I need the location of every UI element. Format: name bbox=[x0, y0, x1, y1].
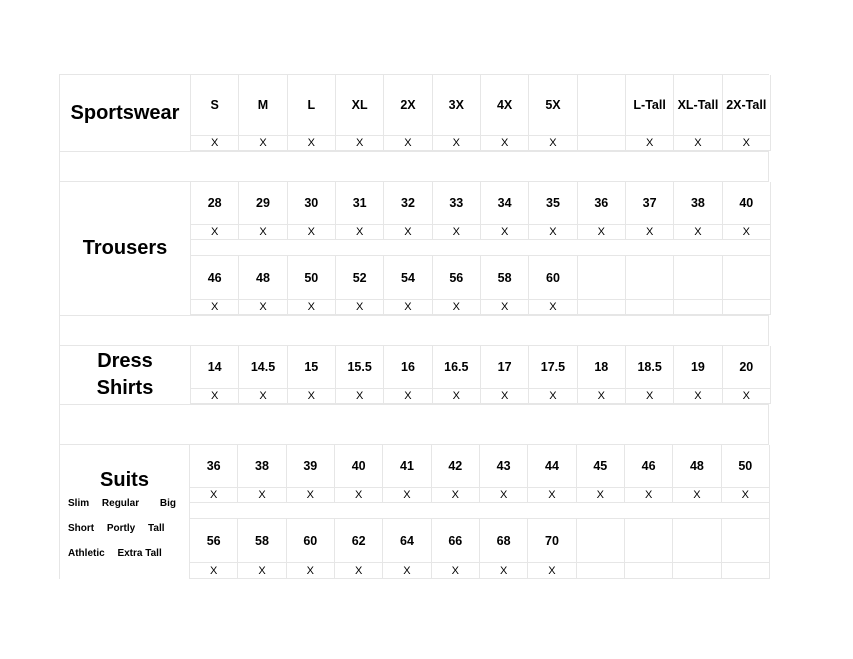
trousers-section bbox=[59, 181, 769, 315]
size-cell: 18 bbox=[578, 346, 626, 389]
size-cell: 46 bbox=[625, 445, 673, 488]
size-cell: 68 bbox=[480, 519, 528, 563]
trousers-sizes-row-1 bbox=[191, 182, 771, 225]
size-availability-mark: X bbox=[626, 225, 674, 240]
size-availability-mark: X bbox=[335, 563, 383, 579]
size-availability-mark: X bbox=[336, 389, 384, 404]
size-cell: 40 bbox=[723, 182, 771, 225]
size-cell: 46 bbox=[191, 256, 239, 300]
size-cell: L-Tall bbox=[626, 75, 674, 136]
size-cell: 15.5 bbox=[336, 346, 384, 389]
size-cell: 40 bbox=[335, 445, 383, 488]
size-availability-mark: X bbox=[529, 136, 577, 151]
size-availability-mark: X bbox=[529, 225, 577, 240]
size-cell: 38 bbox=[238, 445, 286, 488]
size-availability-mark bbox=[674, 300, 722, 315]
size-chart bbox=[59, 74, 769, 579]
size-cell: 64 bbox=[383, 519, 431, 563]
size-cell bbox=[577, 519, 625, 563]
size-availability-mark: X bbox=[239, 300, 287, 315]
suits-marks-row-1 bbox=[190, 488, 770, 503]
size-availability-mark: X bbox=[432, 488, 480, 503]
size-cell: 60 bbox=[287, 519, 335, 563]
size-cell: 17 bbox=[481, 346, 529, 389]
size-availability-mark: X bbox=[578, 225, 626, 240]
size-availability-mark: X bbox=[191, 389, 239, 404]
size-availability-mark bbox=[723, 300, 771, 315]
size-availability-mark: X bbox=[288, 136, 336, 151]
trousers-sizes-row-2 bbox=[191, 256, 771, 300]
size-cell: 18.5 bbox=[626, 346, 674, 389]
size-availability-mark bbox=[578, 136, 626, 151]
size-availability-mark: X bbox=[481, 136, 529, 151]
size-cell: 30 bbox=[288, 182, 336, 225]
size-cell: 70 bbox=[528, 519, 576, 563]
size-availability-mark: X bbox=[288, 225, 336, 240]
size-cell bbox=[578, 75, 626, 136]
size-availability-mark: X bbox=[288, 300, 336, 315]
suit-style: Tall bbox=[148, 523, 165, 534]
size-availability-mark: X bbox=[238, 563, 286, 579]
size-availability-mark: X bbox=[287, 563, 335, 579]
suits-styles-line-2 bbox=[68, 523, 189, 534]
size-cell: 62 bbox=[335, 519, 383, 563]
size-cell: 16.5 bbox=[433, 346, 481, 389]
size-cell: 43 bbox=[480, 445, 528, 488]
size-availability-mark: X bbox=[625, 488, 673, 503]
size-cell: 3X bbox=[433, 75, 481, 136]
size-cell: 17.5 bbox=[529, 346, 577, 389]
dress-shirts-label bbox=[60, 346, 191, 404]
size-availability-mark: X bbox=[674, 136, 722, 151]
size-availability-mark: X bbox=[191, 136, 239, 151]
size-cell: 58 bbox=[238, 519, 286, 563]
size-availability-mark: X bbox=[480, 488, 528, 503]
size-cell: 15 bbox=[288, 346, 336, 389]
size-availability-mark: X bbox=[384, 389, 432, 404]
sportswear-title: Sportswear bbox=[70, 101, 180, 124]
size-cell: 41 bbox=[383, 445, 431, 488]
size-cell: 50 bbox=[722, 445, 770, 488]
size-availability-mark: X bbox=[384, 300, 432, 315]
size-cell: 58 bbox=[481, 256, 529, 300]
size-availability-mark: X bbox=[529, 300, 577, 315]
trousers-title: Trousers bbox=[82, 237, 168, 259]
suit-style: Athletic bbox=[68, 548, 105, 559]
suit-style: Big bbox=[159, 498, 177, 509]
suits-marks-row-2 bbox=[190, 563, 770, 579]
trousers-label bbox=[60, 182, 191, 315]
size-cell: 35 bbox=[529, 182, 577, 225]
size-cell bbox=[673, 519, 721, 563]
size-cell: 56 bbox=[433, 256, 481, 300]
size-cell: 28 bbox=[191, 182, 239, 225]
size-availability-mark: X bbox=[383, 563, 431, 579]
size-availability-mark bbox=[722, 563, 770, 579]
size-cell: 56 bbox=[190, 519, 238, 563]
size-cell: 48 bbox=[239, 256, 287, 300]
dress-shirts-title-line-1: Dress bbox=[97, 350, 153, 372]
dress-shirts-section bbox=[59, 345, 769, 404]
size-availability-mark: X bbox=[384, 136, 432, 151]
size-availability-mark: X bbox=[238, 488, 286, 503]
suits-sizes-row-2 bbox=[190, 519, 770, 563]
size-cell: L bbox=[288, 75, 336, 136]
size-cell: 52 bbox=[336, 256, 384, 300]
size-cell bbox=[626, 256, 674, 300]
sportswear-label bbox=[60, 75, 191, 151]
size-cell: 20 bbox=[723, 346, 771, 389]
size-cell: 19 bbox=[674, 346, 722, 389]
spacer-row bbox=[59, 315, 769, 345]
size-cell: 14 bbox=[191, 346, 239, 389]
size-availability-mark: X bbox=[433, 300, 481, 315]
dress-shirts-sizes-row bbox=[191, 346, 771, 389]
sportswear-marks-row bbox=[191, 136, 771, 151]
size-cell bbox=[723, 256, 771, 300]
size-availability-mark: X bbox=[432, 563, 480, 579]
suits-label bbox=[60, 445, 190, 579]
trousers-marks-row-1 bbox=[191, 225, 771, 240]
suits-styles-line-3 bbox=[68, 548, 189, 559]
size-availability-mark: X bbox=[239, 389, 287, 404]
suit-style: Extra Tall bbox=[117, 548, 162, 559]
suits-divider bbox=[190, 503, 770, 519]
size-availability-mark: X bbox=[578, 389, 626, 404]
size-cell: 31 bbox=[336, 182, 384, 225]
size-availability-mark: X bbox=[723, 389, 771, 404]
trousers-divider bbox=[191, 240, 771, 256]
size-availability-mark: X bbox=[433, 225, 481, 240]
suits-title: Suits bbox=[100, 469, 149, 491]
size-cell: 38 bbox=[674, 182, 722, 225]
size-cell bbox=[625, 519, 673, 563]
size-availability-mark: X bbox=[190, 488, 238, 503]
size-cell: 36 bbox=[190, 445, 238, 488]
size-availability-mark: X bbox=[481, 300, 529, 315]
size-cell: 50 bbox=[288, 256, 336, 300]
size-availability-mark: X bbox=[335, 488, 383, 503]
size-availability-mark: X bbox=[384, 225, 432, 240]
size-availability-mark: X bbox=[529, 389, 577, 404]
size-cell: 48 bbox=[673, 445, 721, 488]
size-availability-mark: X bbox=[239, 225, 287, 240]
size-availability-mark: X bbox=[626, 136, 674, 151]
size-availability-mark: X bbox=[723, 225, 771, 240]
size-availability-mark: X bbox=[191, 300, 239, 315]
size-cell: 60 bbox=[529, 256, 577, 300]
suits-sizes-row-1 bbox=[190, 445, 770, 488]
size-availability-mark: X bbox=[722, 488, 770, 503]
size-cell: 66 bbox=[432, 519, 480, 563]
size-availability-mark: X bbox=[336, 300, 384, 315]
spacer-row bbox=[59, 151, 769, 181]
size-cell: M bbox=[239, 75, 287, 136]
suits-section bbox=[59, 444, 769, 579]
size-availability-mark bbox=[626, 300, 674, 315]
dress-shirts-title-line-2: Shirts bbox=[96, 377, 154, 399]
size-availability-mark: X bbox=[528, 488, 576, 503]
size-cell: 5X bbox=[529, 75, 577, 136]
suit-style: Short bbox=[68, 523, 95, 534]
size-availability-mark: X bbox=[239, 136, 287, 151]
suit-style: Portly bbox=[106, 523, 136, 534]
size-cell bbox=[722, 519, 770, 563]
size-availability-mark: X bbox=[481, 389, 529, 404]
size-availability-mark: X bbox=[673, 488, 721, 503]
suits-styles bbox=[60, 494, 189, 559]
size-availability-mark: X bbox=[577, 488, 625, 503]
size-cell: 45 bbox=[577, 445, 625, 488]
size-cell: 2X-Tall bbox=[723, 75, 771, 136]
size-cell: 54 bbox=[384, 256, 432, 300]
size-cell: 39 bbox=[287, 445, 335, 488]
suit-style: Slim bbox=[68, 498, 90, 509]
size-availability-mark: X bbox=[190, 563, 238, 579]
size-availability-mark bbox=[577, 563, 625, 579]
size-cell: 34 bbox=[481, 182, 529, 225]
size-availability-mark: X bbox=[336, 225, 384, 240]
size-cell: S bbox=[191, 75, 239, 136]
dress-shirts-marks-row bbox=[191, 389, 771, 404]
spacer-row bbox=[59, 404, 769, 444]
size-availability-mark: X bbox=[287, 488, 335, 503]
size-cell bbox=[578, 256, 626, 300]
size-availability-mark: X bbox=[336, 136, 384, 151]
size-availability-mark: X bbox=[528, 563, 576, 579]
size-availability-mark: X bbox=[288, 389, 336, 404]
size-cell: 2X bbox=[384, 75, 432, 136]
size-cell: 37 bbox=[626, 182, 674, 225]
size-cell: 14.5 bbox=[239, 346, 287, 389]
size-cell: XL-Tall bbox=[674, 75, 722, 136]
size-availability-mark: X bbox=[481, 225, 529, 240]
size-availability-mark: X bbox=[383, 488, 431, 503]
trousers-marks-row-2 bbox=[191, 300, 771, 315]
size-cell bbox=[674, 256, 722, 300]
size-cell: 42 bbox=[432, 445, 480, 488]
size-availability-mark bbox=[625, 563, 673, 579]
size-availability-mark: X bbox=[480, 563, 528, 579]
size-availability-mark bbox=[578, 300, 626, 315]
size-cell: 36 bbox=[578, 182, 626, 225]
sportswear-section bbox=[59, 74, 769, 151]
size-cell: 32 bbox=[384, 182, 432, 225]
size-availability-mark bbox=[673, 563, 721, 579]
suits-styles-line-1 bbox=[68, 498, 189, 509]
size-availability-mark: X bbox=[674, 389, 722, 404]
sportswear-sizes-row bbox=[191, 75, 771, 136]
size-cell: XL bbox=[336, 75, 384, 136]
size-availability-mark: X bbox=[433, 136, 481, 151]
size-availability-mark: X bbox=[191, 225, 239, 240]
size-cell: 44 bbox=[528, 445, 576, 488]
size-availability-mark: X bbox=[674, 225, 722, 240]
size-availability-mark: X bbox=[723, 136, 771, 151]
size-cell: 33 bbox=[433, 182, 481, 225]
size-cell: 16 bbox=[384, 346, 432, 389]
suit-style: Regular bbox=[101, 498, 140, 509]
size-availability-mark: X bbox=[433, 389, 481, 404]
size-cell: 29 bbox=[239, 182, 287, 225]
size-availability-mark: X bbox=[626, 389, 674, 404]
size-cell: 4X bbox=[481, 75, 529, 136]
